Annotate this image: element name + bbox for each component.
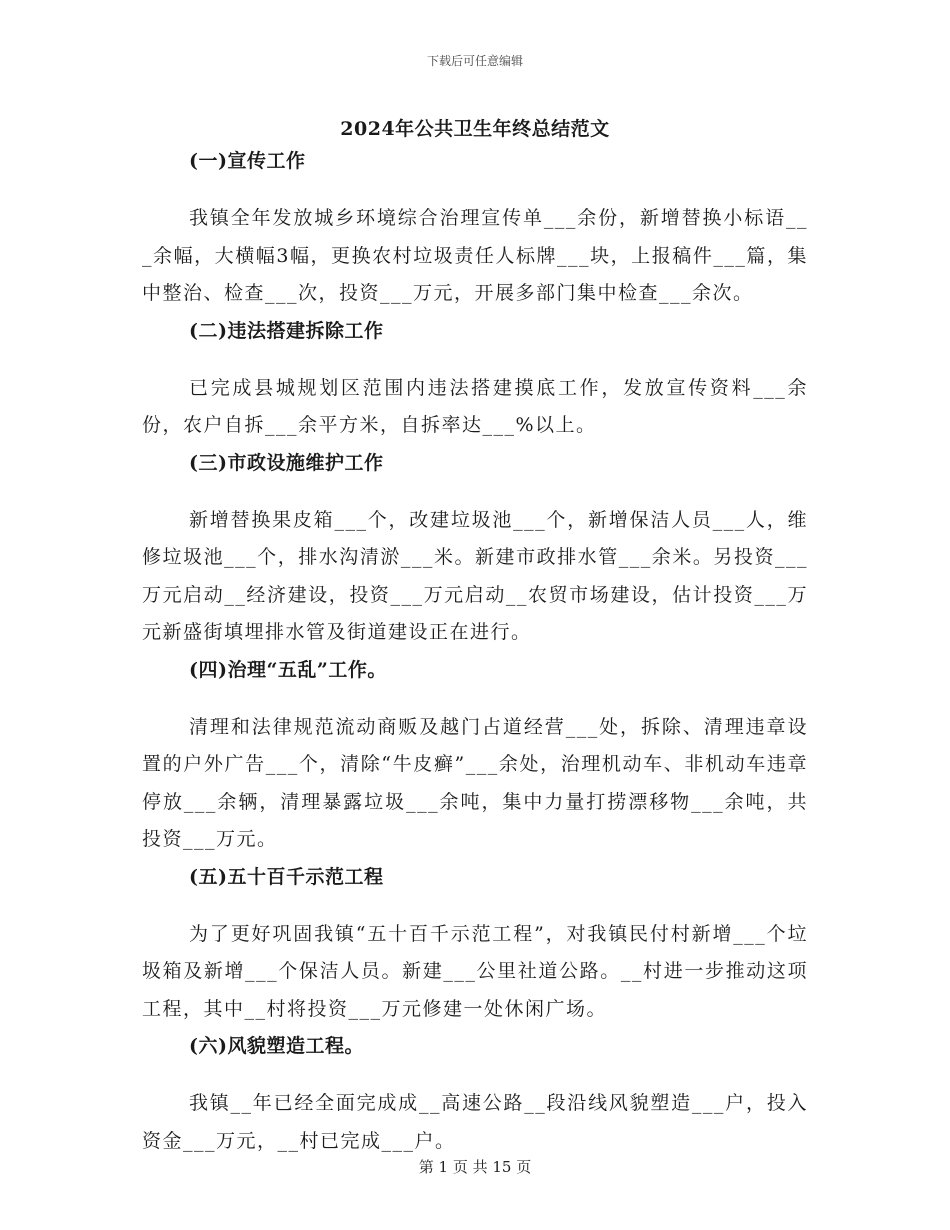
section-five-disorders	[142, 652, 808, 859]
section-paragraph: 已完成县城规划区范围内违法搭建摸底工作，发放宣传资料___余份，农户自拆___余平方米，自拆率达___%以上。	[142, 376, 808, 436]
section-paragraph: 清理和法律规范流动商贩及越门占道经营___处，拆除、清理违章设置的户外广告___个，清除“牛皮癣”___余处，治理机动车、非机动车违章停放___余辆，清理暴露垃圾___余吨，集中力量打捞漂移物___余吨，共投资___万元。	[142, 715, 808, 850]
section-paragraph: 我镇全年发放城乡环境综合治理宣传单___余份，新增替换小标语___余幅，大横幅3幅，更换农村垃圾责任人标牌___块，上报稿件___篇，集中整治、检查___次，投资___万元，开展多部门集中检查___余次。	[142, 207, 808, 304]
section-heading: (四)治理“五乱”工作。	[189, 658, 387, 681]
page-number: 第 1 页 共 15 页	[418, 1158, 532, 1176]
page-header-note: 下载后可任意编辑	[426, 54, 523, 68]
document-body	[142, 143, 808, 1160]
section-heading: (二)违法搭建拆除工作	[189, 319, 384, 342]
document-title: 2024年公共卫生年终总结范文	[340, 118, 610, 140]
section-heading: (六)风貌塑造工程。	[189, 1035, 364, 1057]
section-publicity	[142, 143, 808, 313]
section-heading: (一)宣传工作	[189, 150, 306, 172]
section-heading: (五)五十百千示范工程	[189, 865, 384, 888]
section-paragraph: 我镇__年已经全面完成成__高速公路__段沿线风貌塑造___户，投入资金___万元，__村已完成___户。	[142, 1092, 808, 1152]
section-illegal-construction	[142, 313, 808, 445]
section-paragraph: 为了更好巩固我镇“五十百千示范工程”，对我镇民付村新增___个垃圾箱及新增___个保洁人员。新建___公里社道公路。__村进一步推动这项工程，其中__村将投资___万元修建一处休闲广场。	[142, 922, 808, 1020]
section-municipal-facilities	[142, 445, 808, 652]
section-heading: (三)市政设施维护工作	[189, 451, 384, 474]
section-demonstration-project	[142, 859, 808, 1029]
section-landscape-project	[142, 1028, 808, 1160]
section-paragraph: 新增替换果皮箱___个，改建垃圾池___个，新增保洁人员___人，维修垃圾池___个，排水沟清淤___米。新建市政排水管___余米。另投资___万元启动__经济建设，投资___万元启动__农贸市场建设，估计投资___万元新盛街填埋排水管及街道建设正在进行。	[142, 508, 808, 643]
